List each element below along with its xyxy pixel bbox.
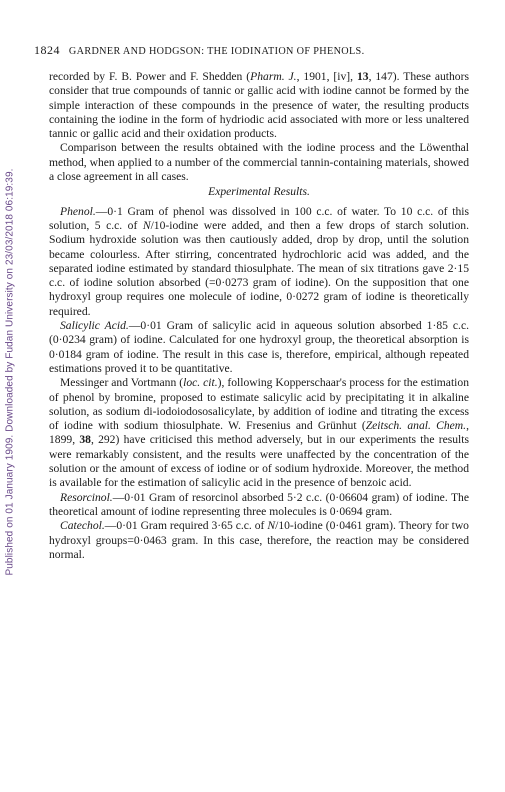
- paragraph-comparison: Comparison between the results obtained with the iodine process and the Löwenthal method, when applied to a number of the commercial tannin-containing materials, showed a close agreement in all cases.: [49, 141, 469, 184]
- text-run: —0·01 Gram required 3·65 c.c. of: [104, 519, 268, 533]
- text-run: /10-iodine (0·0461 gram). Theory for two hydroxyl groups=0·0463 gram. In this case, therefore, the reaction may be considered normal.: [49, 519, 469, 561]
- journal-name: Pharm. J.: [250, 70, 297, 83]
- section-heading: Experimental Results.: [208, 185, 310, 199]
- paragraph-phenol: [49, 205, 469, 319]
- text-run: Messinger and Vortmann (: [60, 376, 184, 390]
- text-run: —0·01 Gram of salicylic acid in aqueous solution absorbed 1·85 c.c. (0·0234 gram) of iodine. Calculated for one hydroxyl group, the theoretical absorption is 0·0184 gram of iodine. The result in this case is, therefore, empirical, although repeated estimations proved it to be quantitative.: [49, 319, 469, 375]
- text-run: —0·1 Gram of phenol was dissolved in 100 c.c. of water. To 10 c.c. of this solution, 5 c.c. of: [49, 204, 469, 232]
- paragraph-catechol: [49, 519, 469, 562]
- volume-number: 13: [356, 70, 369, 83]
- page-body: [49, 70, 469, 562]
- text-run: , 1901, [iv],: [296, 70, 357, 83]
- paragraph-messinger-vortmann: [49, 376, 469, 490]
- text-run: , 292) have criticised this method adversely, but in our experiments the results were remarkably consistent, and the results were unaffected by the concentration of the solution or the amount of excess of iodine or of sodium hydroxide. Moreover, the method is available for the estimation of salicylic acid in the presence of benzoic acid.: [49, 433, 469, 490]
- text-run: ), following Kopperschaar's process for the estimation of phenol by bromine, proposed to estimate salicylic acid by precipitating it in alkaline solution, as sodium di-iodoiodososalicylate, by addition of iodine and titrating the excess of iodine with sodium thiosulphate. W. Fresenius and Grünhut (: [49, 376, 469, 433]
- download-watermark: [3, 112, 17, 632]
- running-header: [34, 43, 474, 58]
- volume-number: 38: [79, 433, 91, 447]
- run-in-heading: Phenol.: [60, 204, 96, 218]
- normality-symbol: N: [142, 218, 151, 232]
- run-in-heading: Resorcinol.: [60, 490, 113, 504]
- run-in-heading: Salicylic Acid.: [60, 319, 129, 333]
- page-number: 1824: [34, 43, 60, 57]
- normality-symbol: N: [267, 519, 276, 533]
- download-watermark-text: Published on 01 January 1909. Downloaded by Fudan University on 23/03/2018 06:19:39.: [4, 168, 16, 576]
- text-run: , 1899,: [49, 419, 469, 447]
- paragraph-power-shedden: [49, 70, 469, 141]
- journal-name: Zeitsch. anal. Chem.: [365, 419, 467, 433]
- text-run: , 147). These authors consider that true compounds of tannic or gallic acid with iodine cannot be formed by the simple interaction of these compounds in the presence of water, the resulting products containing the iodine in the form of hydriodic acid associated with more or less unaltered tannic or gallic acid and their oxidation products.: [49, 70, 469, 141]
- run-in-heading: Catechol.: [60, 519, 105, 533]
- paragraph-resorcinol: [49, 491, 469, 520]
- text-run: /10-iodine were added, and then a few drops of starch solution. Sodium hydroxide solution was then cautiously added, drop by drop, until the solution became colourless. After stirring, concentrated hydrochloric acid was added, and the separated iodine estimated by standard thiosulphate. The mean of six titrations gave 2·15 c.c. of iodine solution absorbed (=0·0273 gram of iodine). On the supposition that one hydroxyl group requires one molecule of iodine, 0·0272 gram of iodine is theoretically required.: [49, 218, 469, 318]
- citation: loc. cit.: [183, 376, 218, 390]
- running-title: GARDNER AND HODGSON: THE IODINATION OF PHENOLS.: [68, 46, 365, 57]
- text-run: —0·01 Gram of resorcinol absorbed 5·2 c.c. (0·06604 gram) of iodine. The theoretical amount of iodine representing three molecules is 0·0694 gram.: [49, 490, 469, 518]
- paragraph-salicylic-acid: [49, 319, 469, 376]
- text-run: recorded by F. B. Power and F. Shedden (: [49, 70, 251, 83]
